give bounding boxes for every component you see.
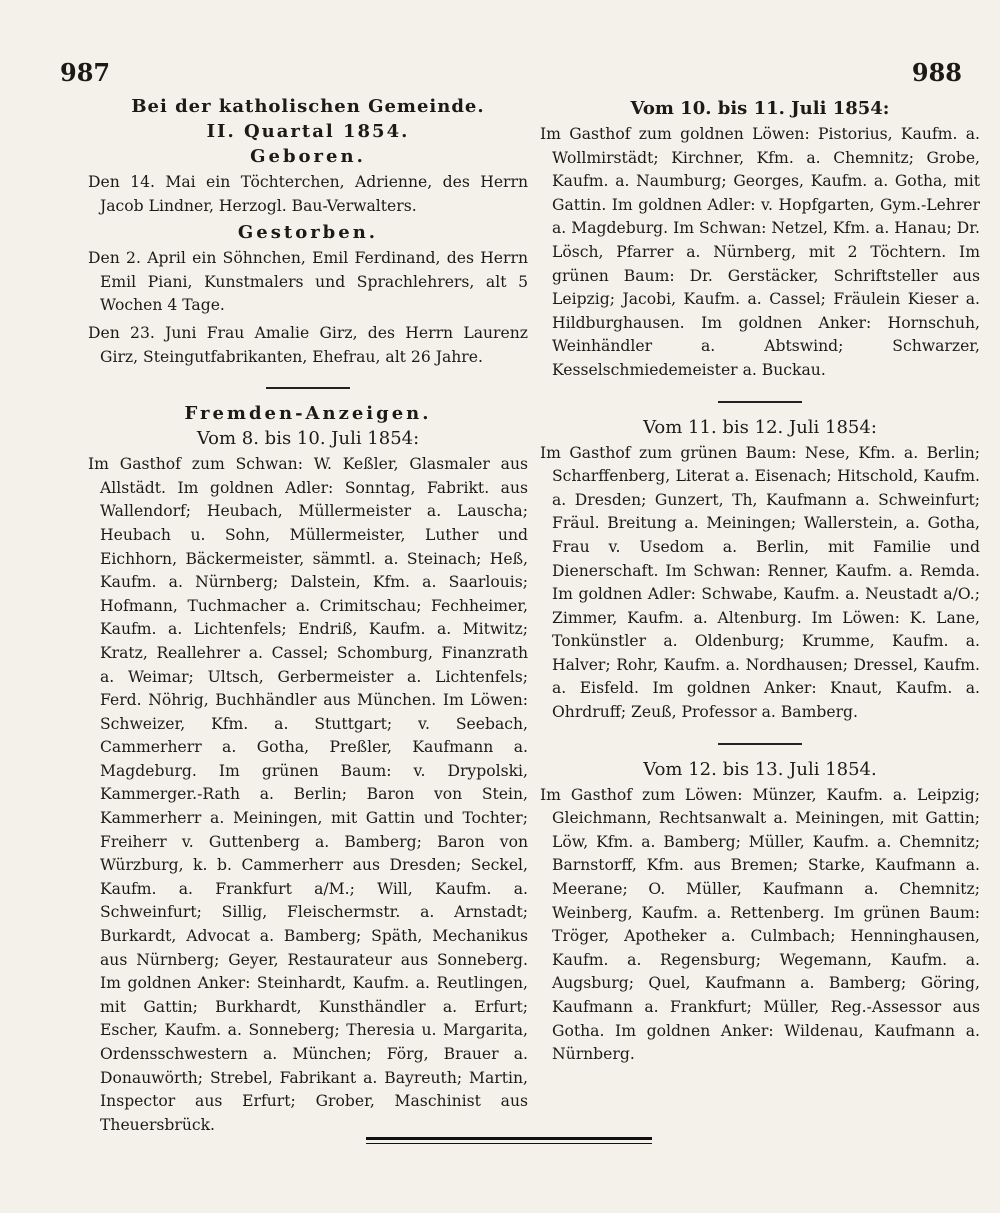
parish-heading: Bei der katholischen Gemeinde.	[131, 96, 485, 117]
date-heading: Vom 10. bis 11. Juli 1854:	[630, 98, 890, 119]
born-title: Geboren.	[250, 146, 366, 167]
fremden-title: Fremden-Anzeigen.	[184, 403, 432, 425]
end-rule	[366, 1143, 652, 1144]
right-column	[540, 96, 980, 1071]
page-number-left: 987	[60, 58, 111, 87]
section-divider	[718, 401, 802, 403]
date-heading: Vom 8. bis 10. Juli 1854:	[196, 428, 420, 450]
visitor-entry: Im Gasthof zum Löwen: Münzer, Kaufm. a. Leipzig; Gleichmann, Rechtsanwalt a. Meiningen, mit Gattin; Löw, Kfm. a. Bamberg; Müller, Kaufm. a. Chemnitz; Barnstorff, Kfm. aus Bremen; Starke, Kaufmann a. Meerane; O. Müller, Kaufmann a. Chemnitz; Weinberg, Kaufm. a. Rettenberg. Im grünen Baum: Tröger, Apotheker a. Culmbach; Henninghausen, Kaufm. a. Regensburg; Wegemann, Kaufm. a. Augsburg; Quel, Kaufmann a. Bamberg; Göring, Kaufmann a. Frankfurt; Müller, Reg.-Assessor aus Gotha. Im goldnen Anker: Wildenau, Kaufmann a. Nürnberg.	[540, 785, 980, 1064]
visitor-entry: Im Gasthof zum goldnen Löwen: Pistorius, Kaufm. a. Wollmirstädt; Kirchner, Kfm. a. Chemnitz; Grobe, Kaufm. a. Naumburg; Georges, Kaufm. a. Gotha, mit Gattin. Im goldnen Adler: v. Hopfgarten, Gym.-Lehrer a. Magdeburg. Im Schwan: Netzel, Kfm. a. Hanau; Dr. Lösch, Pfarrer a. Nürnberg, mit 2 Töchtern. Im grünen Baum: Dr. Gerstäcker, Schriftsteller aus Leipzig; Jacobi, Kaufm. a. Cassel; Fräulein Kieser a. Hildburghausen. Im goldnen Anker: Hornschuh, Weinhändler a. Abtswind; Schwarzer, Kesselschmiedemeister a. Buckau.	[540, 125, 980, 379]
left-column	[88, 96, 528, 1141]
quarter-heading: II. Quartal 1854.	[206, 121, 410, 142]
born-entry: Den 14. Mai ein Töchterchen, Adrienne, des Herrn Jacob Lindner, Herzogl. Bau-Verwalters.	[88, 173, 528, 215]
end-rule	[366, 1137, 652, 1140]
died-entry: Den 2. April ein Söhnchen, Emil Ferdinand, des Herrn Emil Piani, Kunstmalers und Sprachlehrers, alt 5 Wochen 4 Tage.	[88, 249, 528, 315]
section-divider	[266, 387, 350, 389]
section-divider	[718, 743, 802, 745]
date-heading: Vom 11. bis 12. Juli 1854:	[643, 416, 877, 438]
died-entry: Den 23. Juni Frau Amalie Girz, des Herrn Laurenz Girz, Steingutfabrikanten, Ehefrau, alt 26 Jahre.	[88, 323, 528, 366]
date-heading: Vom 12. bis 13. Juli 1854.	[643, 758, 877, 780]
page-number-right: 988	[911, 58, 962, 87]
visitor-entry: Im Gasthof zum grünen Baum: Nese, Kfm. a. Berlin; Scharffenberg, Literat a. Eisenach; Hitschold, Kaufm. a. Dresden; Gunzert, Th, Kaufmann a. Schweinfurt; Fräul. Breitung a. Meiningen; Wallerstein, a. Gotha, Frau v. Usedom a. Berlin, mit Familie und Dienerschaft. Im Schwan: Renner, Kaufm. a. Remda. Im goldnen Adler: Schwabe, Kaufm. a. Neustadt a/O.; Zimmer, Kaufm. a. Altenburg. Im Löwen: K. Lane, Tonkünstler a. Oldenburg; Krumme, Kaufm. a. Halver; Rohr, Kaufm. a. Nordhausen; Dressel, Kaufm. a. Eisfeld. Im goldnen Anker: Knaut, Kaufm. a. Ohrdruff; Zeuß, Professor a. Bamberg.	[540, 443, 980, 722]
visitor-entry: Im Gasthof zum Schwan: W. Keßler, Glasmaler aus Allstädt. Im goldnen Adler: Sonntag, Fabrikt. aus Wallendorf; Heubach, Müllermeister a. Lauscha; Heubach u. Sohn, Müllermeister, Luther und Eichhorn, Bäckermeister, sämmtl. a. Steinach; Heß, Kaufm. a. Nürnberg; Dalstein, Kfm. a. Saarlouis; Hofmann, Tuchmacher a. Crimitschau; Fechheimer, Kaufm. a. Lichtenfels; Endriß, Kaufm. a. Mitwitz; Kratz, Reallehrer a. Cassel; Schomburg, Finanzrath a. Weimar; Ultsch, Gerbermeister a. Lichtenfels; Ferd. Nöhrig, Buchhändler aus München. Im Löwen: Schweizer, Kfm. a. Stuttgart; v. Seebach, Cammerherr a. Gotha, Preßler, Kaufmann a. Magdeburg. Im grünen Baum: v. Drypolski, Kammerger.-Rath a. Berlin; Baron von Stein, Kammerherr a. Meiningen, mit Gattin und Tochter; Freiherr v. Guttenberg a. Bamberg; Baron von Würzburg, k. b. Cammerherr aus Dresden; Seckel, Kaufm. a. Frankfurt a/M.; Will, Kaufm. a. Schweinfurt; Sillig, Fleischermstr. a. Arnstadt; Burkardt, Advocat a. Bamberg; Späth, Mechanikus aus Nürnberg; Geyer, Restaurateur aus Sonneberg. Im goldnen Anker: Steinhardt, Kaufm. a. Reutlingen, mit Gattin; Burkhardt, Kunsthändler a. Erfurt; Escher, Kaufm. a. Sonneberg; Theresia u. Margarita, Ordensschwestern a. München; Förg, Brauer a. Donauwörth; Strebel, Fabrikant a. Bayreuth; Martin, Inspector aus Erfurt; Grober, Maschinist aus Theuersbrück.	[88, 455, 528, 1134]
died-title: Gestorben.	[237, 222, 379, 244]
